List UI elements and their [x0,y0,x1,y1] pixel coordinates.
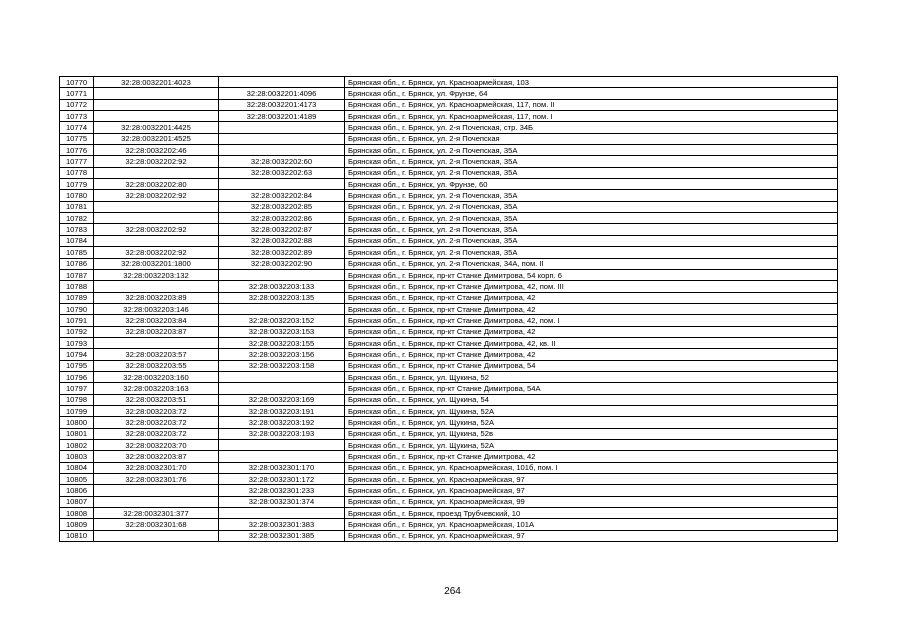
cadastral-number-cell [94,167,219,178]
cadastral-number-cell [94,99,219,110]
cadastral-number-cell: 32:28:0032201:4023 [94,77,219,88]
cadastral-number-cell: 32:28:0032203:87 [94,326,219,337]
table-row [60,292,838,303]
table-row [60,122,838,133]
address-cell: Брянская обл., г. Брянск, ул. Красноармейская, 117, пом. II [345,99,838,110]
cadastral-number-secondary-cell: 32:28:0032202:87 [219,224,345,235]
table-row [60,371,838,382]
address-cell: Брянская обл., г. Брянск, пр-кт Станке Димитрова, 42, кв. II [345,337,838,348]
address-cell: Брянская обл., г. Брянск, ул. Фрунзе, 60 [345,179,838,190]
row-number-cell: 10785 [60,247,94,258]
table-row [60,190,838,201]
registry-table [59,76,838,542]
table-row [60,315,838,326]
cadastral-number-cell: 32:28:0032301:68 [94,519,219,530]
cadastral-number-cell: 32:28:0032203:84 [94,315,219,326]
address-cell: Брянская обл., г. Брянск, пр-кт Станке Димитрова, 42 [345,451,838,462]
row-number-cell: 10800 [60,417,94,428]
cadastral-number-cell [94,111,219,122]
table-row [60,281,838,292]
row-number-cell: 10808 [60,508,94,519]
cadastral-number-secondary-cell: 32:28:0032203:133 [219,281,345,292]
table-row [60,145,838,156]
cadastral-number-secondary-cell: 32:28:0032202:63 [219,167,345,178]
cadastral-number-secondary-cell: 32:28:0032203:135 [219,292,345,303]
table-row [60,303,838,314]
table-row [60,201,838,212]
address-cell: Брянская обл., г. Брянск, ул. Красноармейская, 97 [345,474,838,485]
cadastral-number-secondary-cell: 32:28:0032201:4096 [219,88,345,99]
cadastral-number-cell [94,281,219,292]
row-number-cell: 10777 [60,156,94,167]
row-number-cell: 10801 [60,428,94,439]
row-number-cell: 10797 [60,383,94,394]
cadastral-number-cell: 32:28:0032202:92 [94,224,219,235]
row-number-cell: 10782 [60,213,94,224]
cadastral-number-cell: 32:28:0032202:92 [94,156,219,167]
cadastral-number-cell: 32:28:0032203:72 [94,405,219,416]
row-number-cell: 10793 [60,337,94,348]
row-number-cell: 10779 [60,179,94,190]
cadastral-number-secondary-cell: 32:28:0032203:152 [219,315,345,326]
cadastral-number-secondary-cell: 32:28:0032203:192 [219,417,345,428]
table-row [60,77,838,88]
cadastral-number-secondary-cell: 32:28:0032202:84 [219,190,345,201]
cadastral-number-cell: 32:28:0032203:57 [94,349,219,360]
table-row [60,133,838,144]
cadastral-number-cell: 32:28:0032202:80 [94,179,219,190]
registry-table-body [60,77,838,542]
table-row [60,88,838,99]
address-cell: Брянская обл., г. Брянск, ул. 2-я Почепская, 35А [345,235,838,246]
row-number-cell: 10781 [60,201,94,212]
address-cell: Брянская обл., г. Брянск, ул. Красноармейская, 117, пом. I [345,111,838,122]
cadastral-number-secondary-cell [219,77,345,88]
table-row [60,326,838,337]
row-number-cell: 10788 [60,281,94,292]
address-cell: Брянская обл., г. Брянск, пр-кт Станке Димитрова, 42, пом. III [345,281,838,292]
address-cell: Брянская обл., г. Брянск, ул. Щукина, 52 [345,371,838,382]
cadastral-number-cell: 32:28:0032203:89 [94,292,219,303]
cadastral-number-cell [94,88,219,99]
cadastral-number-cell: 32:28:0032203:87 [94,451,219,462]
row-number-cell: 10792 [60,326,94,337]
cadastral-number-cell: 32:28:0032203:146 [94,303,219,314]
address-cell: Брянская обл., г. Брянск, ул. Красноармейская, 97 [345,530,838,541]
address-cell: Брянская обл., г. Брянск, ул. Щукина, 54 [345,394,838,405]
table-row [60,485,838,496]
cadastral-number-cell [94,337,219,348]
address-cell: Брянская обл., г. Брянск, пр-кт Станке Димитрова, 54 [345,360,838,371]
row-number-cell: 10774 [60,122,94,133]
cadastral-number-secondary-cell [219,145,345,156]
cadastral-number-secondary-cell: 32:28:0032202:60 [219,156,345,167]
cadastral-number-secondary-cell [219,508,345,519]
cadastral-number-secondary-cell [219,122,345,133]
cadastral-number-cell: 32:28:0032301:76 [94,474,219,485]
cadastral-number-cell [94,235,219,246]
address-cell: Брянская обл., г. Брянск, пр-кт Станке Димитрова, 42 [345,326,838,337]
cadastral-number-cell: 32:28:0032203:51 [94,394,219,405]
address-cell: Брянская обл., г. Брянск, ул. Фрунзе, 64 [345,88,838,99]
cadastral-number-secondary-cell: 32:28:0032203:191 [219,405,345,416]
cadastral-number-secondary-cell: 32:28:0032203:156 [219,349,345,360]
cadastral-number-cell: 32:28:0032203:72 [94,417,219,428]
address-cell: Брянская обл., г. Брянск, проезд Трубчевский, 10 [345,508,838,519]
cadastral-number-secondary-cell [219,179,345,190]
table-row [60,440,838,451]
row-number-cell: 10771 [60,88,94,99]
table-row [60,213,838,224]
table-row [60,247,838,258]
address-cell: Брянская обл., г. Брянск, ул. Красноармейская, 97 [345,485,838,496]
cadastral-number-secondary-cell: 32:28:0032203:158 [219,360,345,371]
address-cell: Брянская обл., г. Брянск, ул. Красноармейская, 101А [345,519,838,530]
cadastral-number-secondary-cell: 32:28:0032301:385 [219,530,345,541]
table-row [60,269,838,280]
address-cell: Брянская обл., г. Брянск, пр-кт Станке Димитрова, 42, пом. I [345,315,838,326]
table-row [60,428,838,439]
address-cell: Брянская обл., г. Брянск, пр-кт Станке Димитрова, 42 [345,303,838,314]
address-cell: Брянская обл., г. Брянск, ул. 2-я Почепская, 35А [345,156,838,167]
address-cell: Брянская обл., г. Брянск, ул. 2-я Почепская, 35А [345,247,838,258]
cadastral-number-cell: 32:28:0032301:70 [94,462,219,473]
row-number-cell: 10776 [60,145,94,156]
row-number-cell: 10798 [60,394,94,405]
address-cell: Брянская обл., г. Брянск, ул. Щукина, 52в [345,428,838,439]
row-number-cell: 10775 [60,133,94,144]
row-number-cell: 10807 [60,496,94,507]
cadastral-number-cell: 32:28:0032203:160 [94,371,219,382]
cadastral-number-cell [94,530,219,541]
cadastral-number-cell: 32:28:0032202:46 [94,145,219,156]
table-row [60,383,838,394]
address-cell: Брянская обл., г. Брянск, ул. 2-я Почепская, стр. 34Б [345,122,838,133]
row-number-cell: 10796 [60,371,94,382]
address-cell: Брянская обл., г. Брянск, пр-кт Станке Димитрова, 54 корп. 6 [345,269,838,280]
cadastral-number-secondary-cell: 32:28:0032301:233 [219,485,345,496]
row-number-cell: 10772 [60,99,94,110]
cadastral-number-secondary-cell: 32:28:0032202:89 [219,247,345,258]
row-number-cell: 10799 [60,405,94,416]
cadastral-number-secondary-cell [219,269,345,280]
cadastral-number-cell [94,201,219,212]
row-number-cell: 10803 [60,451,94,462]
table-row [60,349,838,360]
table-row [60,337,838,348]
row-number-cell: 10789 [60,292,94,303]
address-cell: Брянская обл., г. Брянск, ул. Красноармейская, 101б, пом. I [345,462,838,473]
row-number-cell: 10802 [60,440,94,451]
address-cell: Брянская обл., г. Брянск, ул. Щукина, 52А [345,417,838,428]
address-cell: Брянская обл., г. Брянск, ул. 2-я Почепская, 34А, пом. II [345,258,838,269]
table-row [60,405,838,416]
table-row [60,179,838,190]
row-number-cell: 10787 [60,269,94,280]
page-number: 264 [444,586,461,597]
table-row [60,451,838,462]
cadastral-number-secondary-cell: 32:28:0032203:169 [219,394,345,405]
table-row [60,508,838,519]
row-number-cell: 10770 [60,77,94,88]
cadastral-number-secondary-cell: 32:28:0032201:4173 [219,99,345,110]
address-cell: Брянская обл., г. Брянск, ул. Красноармейская, 99 [345,496,838,507]
cadastral-number-cell: 32:28:0032203:132 [94,269,219,280]
cadastral-number-cell: 32:28:0032301:377 [94,508,219,519]
cadastral-number-secondary-cell [219,440,345,451]
address-cell: Брянская обл., г. Брянск, пр-кт Станке Димитрова, 42 [345,292,838,303]
row-number-cell: 10778 [60,167,94,178]
address-cell: Брянская обл., г. Брянск, ул. 2-я Почепская, 35А [345,167,838,178]
address-cell: Брянская обл., г. Брянск, ул. 2-я Почепская, 35А [345,201,838,212]
address-cell: Брянская обл., г. Брянск, ул. 2-я Почепская [345,133,838,144]
table-row [60,530,838,541]
cadastral-number-cell: 32:28:0032203:70 [94,440,219,451]
cadastral-number-cell [94,496,219,507]
cadastral-number-secondary-cell: 32:28:0032301:172 [219,474,345,485]
table-row [60,417,838,428]
cadastral-number-secondary-cell [219,383,345,394]
cadastral-number-secondary-cell: 32:28:0032301:383 [219,519,345,530]
row-number-cell: 10804 [60,462,94,473]
table-row [60,360,838,371]
cadastral-number-cell [94,213,219,224]
cadastral-number-secondary-cell: 32:28:0032203:153 [219,326,345,337]
cadastral-number-secondary-cell [219,133,345,144]
row-number-cell: 10791 [60,315,94,326]
row-number-cell: 10794 [60,349,94,360]
address-cell: Брянская обл., г. Брянск, пр-кт Станке Димитрова, 54А [345,383,838,394]
cadastral-number-cell: 32:28:0032201:4525 [94,133,219,144]
cadastral-number-cell: 32:28:0032201:4425 [94,122,219,133]
table-row [60,224,838,235]
cadastral-number-secondary-cell [219,451,345,462]
cadastral-number-cell: 32:28:0032201:1800 [94,258,219,269]
address-cell: Брянская обл., г. Брянск, пр-кт Станке Димитрова, 42 [345,349,838,360]
row-number-cell: 10805 [60,474,94,485]
table-row [60,462,838,473]
cadastral-number-secondary-cell: 32:28:0032203:155 [219,337,345,348]
table-row [60,474,838,485]
row-number-cell: 10784 [60,235,94,246]
table-row [60,258,838,269]
row-number-cell: 10806 [60,485,94,496]
cadastral-number-cell: 32:28:0032203:72 [94,428,219,439]
table-row [60,519,838,530]
table-row [60,496,838,507]
cadastral-number-cell: 32:28:0032202:92 [94,190,219,201]
row-number-cell: 10809 [60,519,94,530]
cadastral-number-secondary-cell: 32:28:0032202:86 [219,213,345,224]
row-number-cell: 10795 [60,360,94,371]
table-row [60,167,838,178]
cadastral-number-secondary-cell [219,303,345,314]
cadastral-number-secondary-cell: 32:28:0032203:193 [219,428,345,439]
cadastral-number-secondary-cell [219,371,345,382]
cadastral-number-secondary-cell: 32:28:0032202:85 [219,201,345,212]
row-number-cell: 10783 [60,224,94,235]
address-cell: Брянская обл., г. Брянск, ул. 2-я Почепская, 35А [345,213,838,224]
cadastral-number-cell: 32:28:0032203:163 [94,383,219,394]
row-number-cell: 10786 [60,258,94,269]
table-row [60,99,838,110]
row-number-cell: 10780 [60,190,94,201]
table-row [60,394,838,405]
address-cell: Брянская обл., г. Брянск, ул. Щукина, 52А [345,405,838,416]
cadastral-number-secondary-cell: 32:28:0032201:4189 [219,111,345,122]
cadastral-number-cell: 32:28:0032202:92 [94,247,219,258]
address-cell: Брянская обл., г. Брянск, ул. 2-я Почепская, 35А [345,190,838,201]
cadastral-number-cell: 32:28:0032203:55 [94,360,219,371]
table-row [60,156,838,167]
cadastral-number-secondary-cell: 32:28:0032202:90 [219,258,345,269]
row-number-cell: 10810 [60,530,94,541]
cadastral-number-secondary-cell: 32:28:0032202:88 [219,235,345,246]
address-cell: Брянская обл., г. Брянск, ул. 2-я Почепская, 35А [345,224,838,235]
address-cell: Брянская обл., г. Брянск, ул. Щукина, 52А [345,440,838,451]
row-number-cell: 10773 [60,111,94,122]
table-row [60,111,838,122]
address-cell: Брянская обл., г. Брянск, ул. Красноармейская, 103 [345,77,838,88]
table-row [60,235,838,246]
cadastral-number-secondary-cell: 32:28:0032301:170 [219,462,345,473]
row-number-cell: 10790 [60,303,94,314]
cadastral-number-cell [94,485,219,496]
address-cell: Брянская обл., г. Брянск, ул. 2-я Почепская, 35А [345,145,838,156]
cadastral-number-secondary-cell: 32:28:0032301:374 [219,496,345,507]
